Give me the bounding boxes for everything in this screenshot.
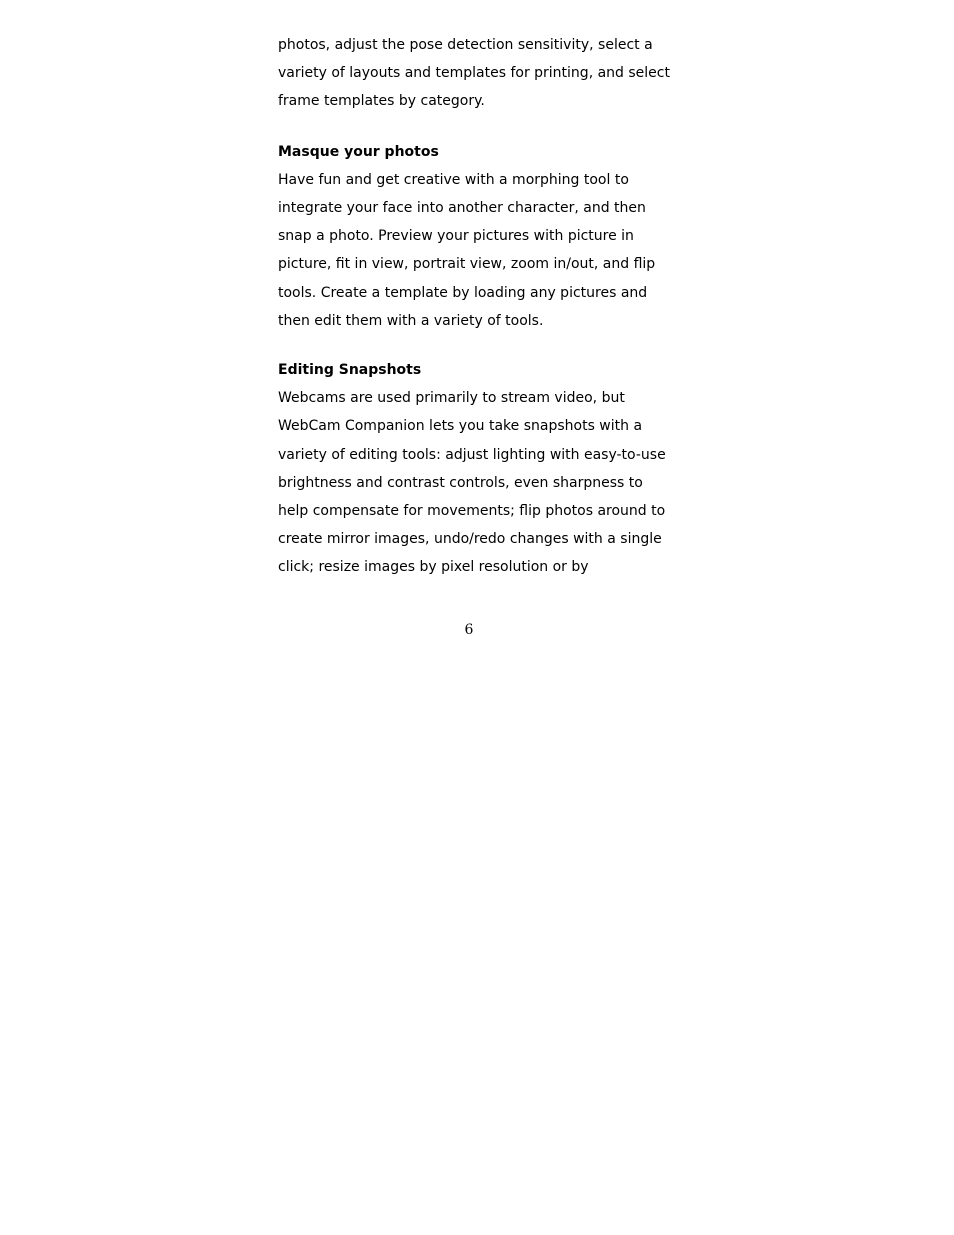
text-line: help compensate for movements; flip photos around to — [278, 503, 666, 520]
text-line: Webcams are used primarily to stream video, but — [278, 390, 625, 407]
text-line: integrate your face into another character, and then — [278, 200, 646, 217]
text-line: variety of editing tools: adjust lighting with easy-to-use — [278, 446, 666, 463]
section-paragraph — [278, 384, 698, 581]
section-heading: Editing Snapshots — [278, 362, 422, 379]
text-line: variety of layouts and templates for printing, and select — [278, 65, 670, 82]
text-line: Have fun and get creative with a morphing tool to — [278, 171, 629, 188]
text-line: picture, fit in view, portrait view, zoom in/out, and flip — [278, 256, 656, 273]
text-line: brightness and contrast controls, even sharpness to — [278, 474, 643, 491]
section-heading: Masque your photos — [278, 143, 439, 160]
section-editing-snapshots — [278, 356, 698, 582]
text-line: then edit them with a variety of tools. — [278, 312, 544, 329]
text-line: create mirror images, undo/redo changes with a single — [278, 531, 662, 548]
page-number: 6 — [464, 622, 474, 638]
text-column — [278, 31, 698, 582]
text-line: WebCam Companion lets you take snapshots with a — [278, 418, 643, 435]
text-line: tools. Create a template by loading any pictures and — [278, 284, 648, 301]
text-line: snap a photo. Preview your pictures with picture in — [278, 228, 634, 245]
text-line: click; resize images by pixel resolution or by — [278, 559, 589, 576]
intro-paragraph — [278, 31, 698, 116]
section-masque-your-photos — [278, 138, 698, 335]
text-line: frame templates by category. — [278, 93, 485, 110]
section-paragraph — [278, 166, 698, 335]
text-line: photos, adjust the pose detection sensitivity, select a — [278, 37, 653, 53]
